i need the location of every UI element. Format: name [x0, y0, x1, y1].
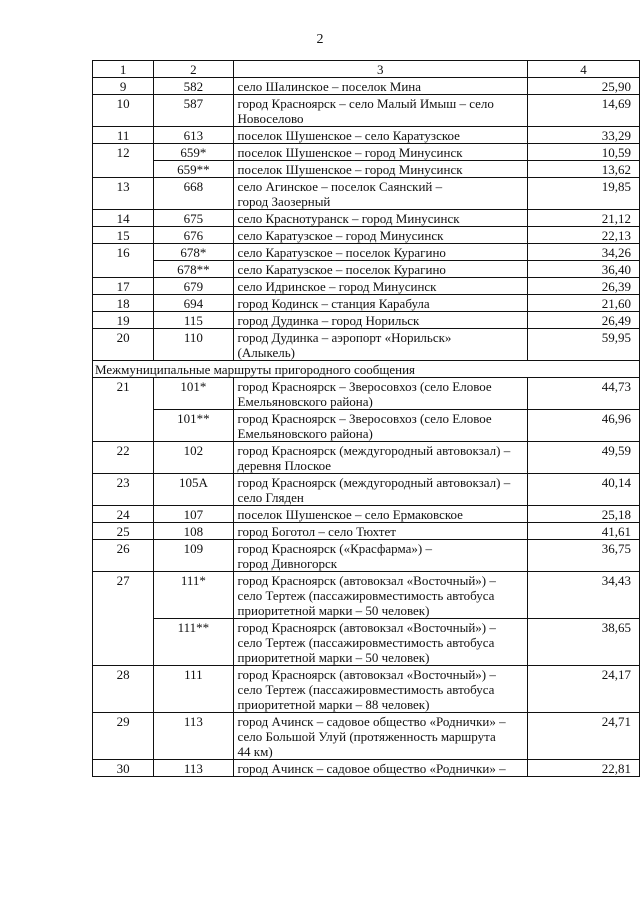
table-row	[93, 410, 640, 442]
route-code: 105А	[154, 474, 233, 506]
row-number: 27	[93, 572, 154, 666]
row-number: 9	[93, 78, 154, 95]
header-col-1: 1	[93, 61, 154, 78]
table-row	[93, 178, 640, 210]
route-value: 25,18	[527, 506, 639, 523]
route-value: 36,75	[527, 540, 639, 572]
header-col-3: 3	[233, 61, 527, 78]
row-number: 24	[93, 506, 154, 523]
route-value: 26,49	[527, 312, 639, 329]
table-row	[93, 378, 640, 410]
table-row	[93, 127, 640, 144]
route-name: город Кодинск – станция Карабула	[233, 295, 527, 312]
route-name: город Красноярск – Зверосовхоз (село Еловое Емельяновского района)	[233, 378, 527, 410]
route-code: 675	[154, 210, 233, 227]
route-value: 19,85	[527, 178, 639, 210]
row-number: 20	[93, 329, 154, 361]
route-name: село Каратузское – поселок Курагино	[233, 244, 527, 261]
route-name: город Красноярск – Зверосовхоз (село Еловое Емельяновского района)	[233, 410, 527, 442]
route-name: город Ачинск – садовое общество «Роднички» –	[233, 760, 527, 777]
row-number: 18	[93, 295, 154, 312]
route-value: 36,40	[527, 261, 639, 278]
row-number: 11	[93, 127, 154, 144]
route-value: 24,17	[527, 666, 639, 713]
route-name: поселок Шушенское – село Каратузское	[233, 127, 527, 144]
header-col-2: 2	[154, 61, 233, 78]
route-value: 21,60	[527, 295, 639, 312]
route-code: 668	[154, 178, 233, 210]
page-number: 2	[316, 32, 324, 47]
route-name: поселок Шушенское – город Минусинск	[233, 144, 527, 161]
table-row	[93, 78, 640, 95]
route-value: 46,96	[527, 410, 639, 442]
route-value: 10,59	[527, 144, 639, 161]
table-row	[93, 161, 640, 178]
row-number: 13	[93, 178, 154, 210]
row-number: 14	[93, 210, 154, 227]
route-name: город Ачинск – садовое общество «Роднички» – село Большой Улуй (протяженность маршрута 44 км)	[233, 713, 527, 760]
table-row	[93, 442, 640, 474]
route-name: город Дудинка – город Норильск	[233, 312, 527, 329]
table-row	[93, 261, 640, 278]
route-name: поселок Шушенское – город Минусинск	[233, 161, 527, 178]
routes-table	[92, 60, 640, 777]
route-name: город Красноярск (междугородный автовокзал) – деревня Плоское	[233, 442, 527, 474]
route-value: 26,39	[527, 278, 639, 295]
route-code: 659**	[154, 161, 233, 178]
route-code: 107	[154, 506, 233, 523]
row-number: 12	[93, 144, 154, 178]
route-value: 41,61	[527, 523, 639, 540]
route-name: город Красноярск («Красфарма») – город Дивногорск	[233, 540, 527, 572]
route-code: 582	[154, 78, 233, 95]
route-name: город Боготол – село Тюхтет	[233, 523, 527, 540]
row-number: 30	[93, 760, 154, 777]
table-row	[93, 713, 640, 760]
route-code: 678**	[154, 261, 233, 278]
route-name: город Красноярск – село Малый Имыш – село Новоселово	[233, 95, 527, 127]
table-row	[93, 210, 640, 227]
row-number: 16	[93, 244, 154, 278]
section-row	[93, 361, 640, 378]
row-number: 15	[93, 227, 154, 244]
route-value: 49,59	[527, 442, 639, 474]
table-row	[93, 95, 640, 127]
row-number: 17	[93, 278, 154, 295]
route-name: село Агинское – поселок Саянский – город Заозерный	[233, 178, 527, 210]
route-code: 115	[154, 312, 233, 329]
route-code: 101*	[154, 378, 233, 410]
row-number: 22	[93, 442, 154, 474]
table-row	[93, 278, 640, 295]
route-value: 25,90	[527, 78, 639, 95]
table-row	[93, 666, 640, 713]
route-code: 102	[154, 442, 233, 474]
route-value: 59,95	[527, 329, 639, 361]
route-name: село Идринское – город Минусинск	[233, 278, 527, 295]
row-number: 25	[93, 523, 154, 540]
table-row	[93, 506, 640, 523]
route-name: город Дудинка – аэропорт «Норильск» (Алыкель)	[233, 329, 527, 361]
route-value: 40,14	[527, 474, 639, 506]
route-value: 34,43	[527, 572, 639, 619]
route-value: 21,12	[527, 210, 639, 227]
route-code: 676	[154, 227, 233, 244]
header-col-4: 4	[527, 61, 639, 78]
table-row	[93, 619, 640, 666]
table-row	[93, 572, 640, 619]
route-code: 111*	[154, 572, 233, 619]
row-number: 19	[93, 312, 154, 329]
row-number: 26	[93, 540, 154, 572]
route-value: 44,73	[527, 378, 639, 410]
table-row	[93, 144, 640, 161]
route-name: город Красноярск (междугородный автовокзал) – село Гляден	[233, 474, 527, 506]
route-code: 613	[154, 127, 233, 144]
route-code: 113	[154, 713, 233, 760]
route-code: 111	[154, 666, 233, 713]
header-row	[93, 61, 640, 78]
route-value: 13,62	[527, 161, 639, 178]
route-name: город Красноярск (автовокзал «Восточный») – село Тертеж (пассажировместимость автобуса приоритетной марки – 50 человек)	[233, 619, 527, 666]
table-row	[93, 523, 640, 540]
route-name: село Краснотуранск – город Минусинск	[233, 210, 527, 227]
row-number: 28	[93, 666, 154, 713]
table-row	[93, 474, 640, 506]
route-code: 659*	[154, 144, 233, 161]
route-code: 101**	[154, 410, 233, 442]
route-code: 109	[154, 540, 233, 572]
route-value: 33,29	[527, 127, 639, 144]
row-number: 10	[93, 95, 154, 127]
table-row	[93, 312, 640, 329]
table-row	[93, 244, 640, 261]
route-code: 113	[154, 760, 233, 777]
route-name: село Шалинское – поселок Мина	[233, 78, 527, 95]
table-row	[93, 227, 640, 244]
table-row	[93, 329, 640, 361]
route-code: 587	[154, 95, 233, 127]
routes-table-body	[93, 61, 640, 777]
route-name: село Каратузское – поселок Курагино	[233, 261, 527, 278]
row-number: 23	[93, 474, 154, 506]
route-code: 111**	[154, 619, 233, 666]
route-value: 14,69	[527, 95, 639, 127]
route-name: поселок Шушенское – село Ермаковское	[233, 506, 527, 523]
route-value: 38,65	[527, 619, 639, 666]
section-title: Межмуниципальные маршруты пригородного сообщения	[93, 361, 640, 378]
route-code: 108	[154, 523, 233, 540]
route-code: 110	[154, 329, 233, 361]
table-row	[93, 760, 640, 777]
route-code: 694	[154, 295, 233, 312]
route-value: 22,13	[527, 227, 639, 244]
row-number: 21	[93, 378, 154, 442]
route-code: 678*	[154, 244, 233, 261]
route-code: 679	[154, 278, 233, 295]
route-name: город Красноярск (автовокзал «Восточный») – село Тертеж (пассажировместимость автобуса приоритетной марки – 50 человек)	[233, 572, 527, 619]
route-value: 24,71	[527, 713, 639, 760]
table-row	[93, 295, 640, 312]
route-value: 22,81	[527, 760, 639, 777]
route-name: город Красноярск (автовокзал «Восточный») – село Тертеж (пассажировместимость автобуса приоритетной марки – 88 человек)	[233, 666, 527, 713]
row-number: 29	[93, 713, 154, 760]
table-row	[93, 540, 640, 572]
route-value: 34,26	[527, 244, 639, 261]
route-name: село Каратузское – город Минусинск	[233, 227, 527, 244]
